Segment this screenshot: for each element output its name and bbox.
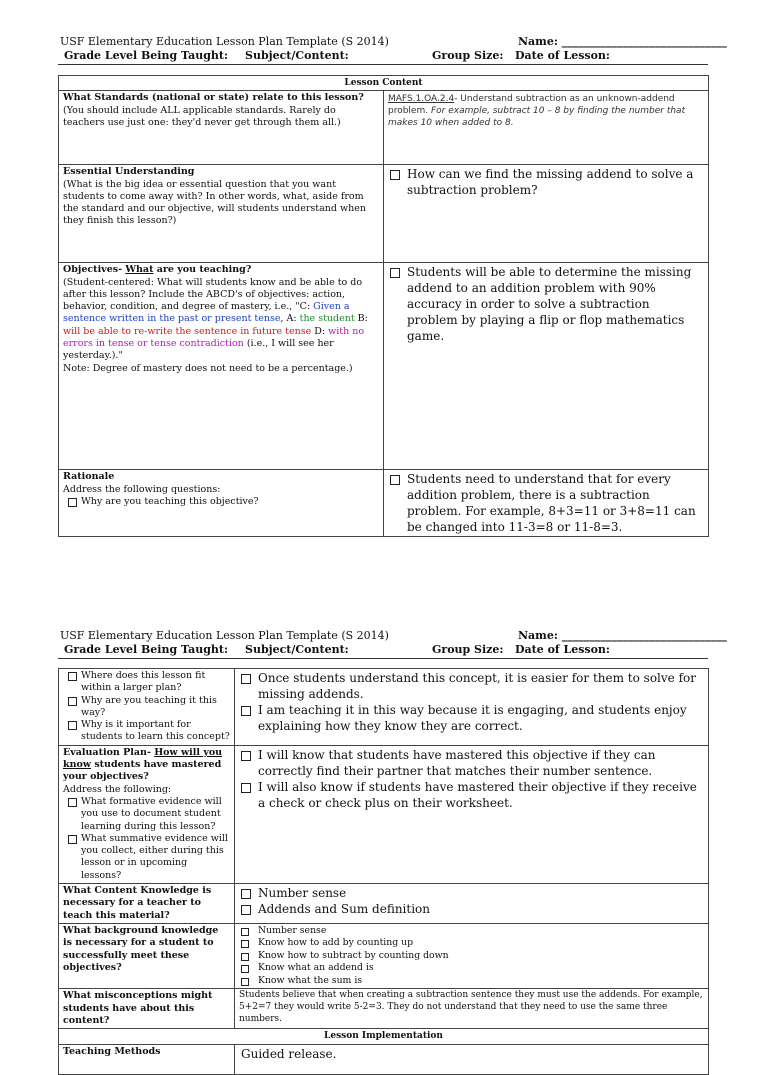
evaluation-answer-cell [235,745,709,883]
rationale-list [390,471,704,535]
rationale-cont-answer-cell [235,669,709,746]
evaluation-note: Address the following: [63,783,172,795]
behavior-example: will be able to re-write the sentence in future tense [63,325,312,337]
evaluation-list [241,747,704,811]
section-title: Lesson Content [59,76,709,91]
content-knowledge-item: Number sense [241,885,704,901]
background-item: Number sense [241,925,704,938]
degree-example: with no errors in tense or tense contradiction [63,325,365,350]
rationale-question: Why is it important for students to learn this concept? [63,719,230,744]
essential-label-cell [59,165,384,263]
condition-example: Given a sentence written in the past or present tense [63,301,350,325]
standards-row [59,91,709,165]
content-knowledge-row [59,884,709,924]
essential-label: Essential Understanding [63,166,195,178]
header-rule [58,64,708,65]
objectives-note: (Student-centered: What will students know and be able to do after this lesson? Include the ABCD's of objectives: action, behavior, condition, and degree of mastery, i.e., "C: [63,276,363,313]
rationale-label-cell [59,470,384,537]
standards-note: (You should include ALL applicable standards. Rarely do teachers use just one: they'd never get through them all.) [63,104,341,128]
essential-answer: How can we find the missing addend to solve a subtraction problem? [390,166,704,198]
content-knowledge-item: Addends and Sum definition [241,901,704,917]
date-label: Date of Lesson: [515,643,610,656]
misconceptions-answer: Students believe that when creating a subtraction sentence they must use the addends. For example, 5+2=7 they would write 5-2=3. They do not understand that they need to use the same three numbers. [235,989,709,1029]
date-label: Date of Lesson: [515,49,610,62]
standards-answer-cell [384,91,709,165]
background-item: Know how to subtract by counting down [241,950,704,963]
teaching-methods-label: Teaching Methods [63,1045,161,1057]
template-title: USF Elementary Education Lesson Plan Template (S 2014) [60,629,389,642]
standard-text: - Understand subtraction as an unknown-addend problem. [388,94,675,117]
objectives-answer: Students will be able to determine the missing addend to an addition problem with 90% accuracy in order to solve a subtraction problem by playing a flip or flop mathematics game. [390,264,704,344]
rationale-note: Address the following questions: [63,483,221,495]
objectives-note-2: Note: Degree of mastery does not need to be a percentage.) [63,362,353,374]
background-list [241,925,704,988]
evaluation-answer: I will also know if students have mastered their objective if they receive a check or check plus on their worksheet. [241,779,704,811]
objectives-label: Objectives- What are you teaching? [63,264,252,276]
name-field: Name: ______________________________ [518,35,727,48]
teaching-methods-row [59,1044,709,1074]
background-answer-cell [235,923,709,989]
implementation-title: Lesson Implementation [59,1029,709,1044]
misconceptions-row [59,989,709,1029]
rationale-question: Why are you teaching this objective? [63,496,379,508]
subject-label: Subject/Content: [245,643,349,656]
background-item: Know how to add by counting up [241,937,704,950]
essential-row [59,165,709,263]
background-row [59,923,709,989]
standard-example: For example, subtract 10 – 8 by finding the number that makes 10 when added to 8. [388,106,686,129]
grade-level-label: Grade Level Being Taught: [64,643,229,656]
rationale-question: Why are you teaching it this way? [63,695,230,720]
evaluation-label-cell [59,745,235,883]
evaluation-question: What summative evidence will you collect, either during this lesson or in upcoming lessons? [63,833,230,882]
rationale-answer: Students need to understand that for every addition problem, there is a subtraction problem. For example, 8+3=11 or 3+8=11 can be changed into 11-3=8 or 11-8=3. [390,471,704,535]
evaluation-label: Evaluation Plan- How will you know students have mastered your objectives? [63,746,223,783]
page-header-2 [0,629,768,669]
content-knowledge-answer-cell [235,884,709,924]
name-field: Name: ______________________________ [518,629,727,642]
standards-label: What Standards (national or state) relate to this lesson? [63,92,364,104]
teaching-methods-label-cell [59,1044,235,1074]
rationale-cont-label-cell [59,669,235,746]
rationale-answer-cell [384,470,709,537]
essential-list [390,166,704,198]
background-item: Know what the sum is [241,975,704,988]
rationale-cont-row [59,669,709,746]
evaluation-question: What formative evidence will you use to document student learning during this lesson? [63,796,230,833]
audience-example: the student [299,313,355,325]
misconceptions-label: What misconceptions might students have about this content? [63,990,213,1027]
rationale-label: Rationale [63,471,115,483]
content-knowledge-label: What Content Knowledge is necessary for a teacher to teach this material? [63,885,212,921]
rationale-row [59,470,709,537]
group-size-label: Group Size: [432,49,504,62]
rationale-questions [63,496,379,508]
lesson-plan-table-2 [58,668,709,1075]
objectives-row [59,263,709,470]
standards-label-cell [59,91,384,165]
essential-answer-cell [384,165,709,263]
evaluation-row [59,745,709,883]
template-title: USF Elementary Education Lesson Plan Template (S 2014) [60,35,389,48]
header-rule [58,658,708,659]
rationale-answer: I am teaching it in this way because it is engaging, and students enjoy explaining how they know they are correct. [241,702,704,734]
rationale-answer: Once students understand this concept, it is easier for them to solve for missing addends. [241,670,704,702]
evaluation-questions [63,796,230,882]
teaching-methods-answer: Guided release. [235,1044,709,1074]
standard-code: MAFS.1.OA.2.4 [388,94,455,105]
subject-label: Subject/Content: [245,49,349,62]
background-label: What background knowledge is necessary for a student to successfully meet these objectives? [63,924,219,973]
rationale-cont-questions [63,670,230,744]
objectives-list [390,264,704,344]
evaluation-answer: I will know that students have mastered this objective if they can correctly find their partner that matches their number sentence. [241,747,704,779]
rationale-question: Where does this lesson fit within a larger plan? [63,670,230,695]
objectives-answer-cell [384,263,709,470]
group-size-label: Group Size: [432,643,504,656]
content-knowledge-list [241,885,704,917]
objectives-label-cell: Objectives- What are you teaching? (Student-centered: What will students know and be able to do after this lesson? Include the ABCD's of objectives: action, behavior, condition, and degree of mastery, i.e., "C: Given a sentence written in the past or present tense, A: the student B: will be able to re-write the sentence in future tense D: with no errors in tense or tense contradiction (i.e., I will see her yesterday.)." Note: Degree of mastery does not need to be a percentage.) [59,263,384,470]
essential-note: (What is the big idea or essential question that you want students to come away with? In other words, what, aside from the standard and our objective, will students understand when they finish this lesson?) [63,178,366,227]
grade-level-label: Grade Level Being Taught: [64,49,229,62]
content-knowledge-label-cell [59,884,235,924]
background-item: Know what an addend is [241,962,704,975]
background-label-cell [59,923,235,989]
misconceptions-label-cell [59,989,235,1029]
rationale-cont-list [241,670,704,734]
page-header [0,35,768,75]
lesson-content-table [58,75,709,537]
